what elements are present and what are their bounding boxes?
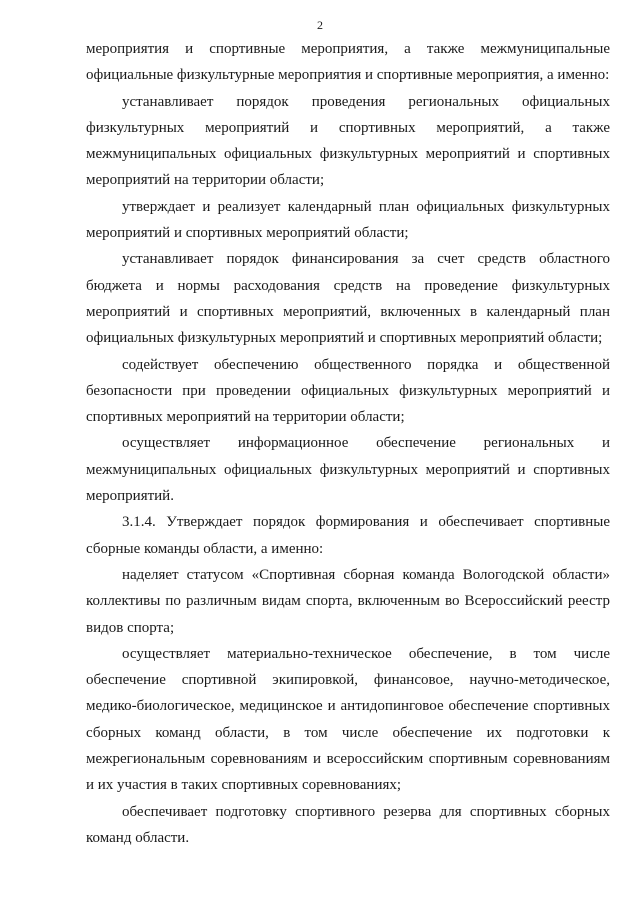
paragraph-material-support: осуществляет материально-техническое обеспечение, в том числе обеспечение спортивной экипировкой, финансовое, научно-методическое, медико-биологическое, медицинское и антидопинговое обеспечение спортивных сборных команд области, в том числе обеспечение их подготовки к межрегиональным соревнованиям и всероссийским спортивным соревнованиям и их участия в таких спортивных соревнованиях;	[86, 645, 610, 794]
page-number: 2	[317, 18, 323, 32]
paragraph-reserve-training: обеспечивает подготовку спортивного резерва для спортивных сборных команд области.	[86, 803, 610, 846]
paragraph-section-3-1-4: 3.1.4. Утверждает порядок формирования и обеспечивает спортивные сборные команды области, а именно:	[86, 514, 610, 557]
document-body	[86, 36, 610, 851]
paragraph-financing: устанавливает порядок финансирования за счет средств областного бюджета и нормы расходования средств на проведение физкультурных мероприятий и спортивных мероприятий, включенных в календарный план официальных физкультурных мероприятий и спортивных мероприятий области;	[86, 251, 610, 347]
paragraph-information-support: осуществляет информационное обеспечение региональных и межмуниципальных официальных физкультурных мероприятий и спортивных мероприятий.	[86, 435, 610, 505]
paragraph-public-order: содействует обеспечению общественного порядка и общественной безопасности при проведении официальных физкультурных мероприятий и спортивных мероприятий на территории области;	[86, 356, 610, 426]
paragraph-team-status: наделяет статусом «Спортивная сборная команда Вологодской области» коллективы по различным видам спорта, включенным во Всероссийский реестр видов спорта;	[86, 566, 610, 636]
paragraph-continuation: мероприятия и спортивные мероприятия, а также межмуниципальные официальные физкультурные мероприятия и спортивные мероприятия, а именно:	[86, 41, 610, 84]
paragraph-establish-procedure: устанавливает порядок проведения региональных официальных физкультурных мероприятий и спортивных мероприятий, а также межмуниципальных официальных физкультурных мероприятий и спортивных мероприятий на территории области;	[86, 93, 610, 189]
paragraph-calendar-plan: утверждает и реализует календарный план официальных физкультурных мероприятий и спортивных мероприятий области;	[86, 198, 610, 242]
